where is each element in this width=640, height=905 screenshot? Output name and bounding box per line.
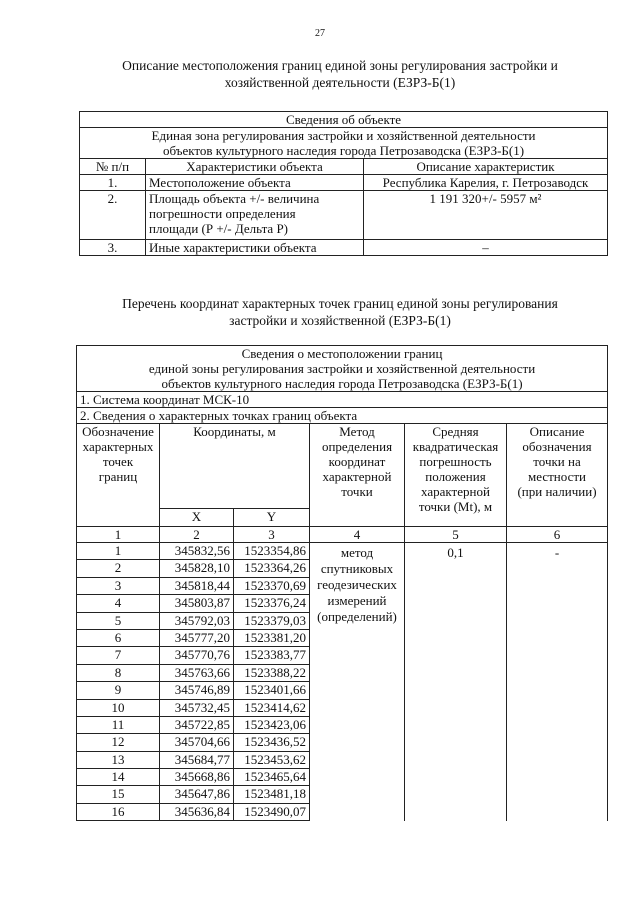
point-x: 345770,76 [160, 647, 234, 664]
point-number: 8 [77, 664, 160, 681]
point-x: 345704,66 [160, 734, 234, 751]
point-number: 3 [77, 577, 160, 594]
point-y: 1523381,20 [234, 629, 310, 646]
point-number: 13 [77, 751, 160, 768]
point-x: 345832,56 [160, 543, 234, 560]
row-characteristic: Местоположение объекта [146, 175, 364, 191]
table-row [80, 240, 608, 256]
column-number: 2 [160, 527, 234, 543]
point-number: 4 [77, 595, 160, 612]
point-y: 1523453,62 [234, 751, 310, 768]
column-header-x: X [160, 509, 234, 527]
point-rows [77, 543, 608, 821]
point-y: 1523370,69 [234, 577, 310, 594]
point-number: 6 [77, 629, 160, 646]
object-table-title: Сведения об объекте [80, 112, 608, 128]
coordinate-system: 1. Система координат МСК-10 [77, 392, 608, 408]
points-header-row [77, 408, 608, 424]
row-number: 1. [80, 175, 146, 191]
point-y: 1523436,52 [234, 734, 310, 751]
point-x: 345636,84 [160, 803, 234, 820]
point-y: 1523364,26 [234, 560, 310, 577]
point-x: 345763,66 [160, 664, 234, 681]
column-number: 3 [234, 527, 310, 543]
column-header-y: Y [234, 509, 310, 527]
coords-header-row [77, 424, 608, 509]
point-number: 16 [77, 803, 160, 820]
column-header-error: Средняя квадратическая погрешность положения характерной точки (Mt), м [405, 424, 507, 527]
column-header-designation: Обозначение характерных точек границ [77, 424, 160, 527]
point-y: 1523423,06 [234, 716, 310, 733]
coords-table-title: Сведения о местоположении границ единой зоны регулирования застройки и хозяйственной деятельности объектов культурного наследия города Петрозаводска (ЕЗРЗ-Б(1) [77, 346, 608, 392]
object-table-header-row [80, 159, 608, 175]
row-number: 3. [80, 240, 146, 256]
column-header-method: Метод определения координат характерной точки [310, 424, 405, 527]
point-x: 345803,87 [160, 595, 234, 612]
point-x: 345684,77 [160, 751, 234, 768]
row-description: Республика Карелия, г. Петрозаводск [364, 175, 608, 191]
point-x: 345792,03 [160, 612, 234, 629]
column-number: 4 [310, 527, 405, 543]
coordinates-table [76, 345, 608, 821]
zone-name: Единая зона регулирования застройки и хозяйственной деятельности объектов культурного наследия города Петрозаводска (ЕЗРЗ-Б(1) [80, 128, 608, 159]
point-y: 1523401,66 [234, 682, 310, 699]
column-header-coordinates: Координаты, м [160, 424, 310, 509]
method-line: измерений [327, 593, 387, 608]
error-value: 0,1 [405, 543, 507, 821]
point-x: 345818,44 [160, 577, 234, 594]
point-number: 15 [77, 786, 160, 803]
table-row [80, 191, 608, 240]
coordinate-system-row [77, 392, 608, 408]
point-number: 2 [77, 560, 160, 577]
coords-table-title-row [77, 346, 608, 392]
object-table-zone-row [80, 128, 608, 159]
point-y: 1523465,64 [234, 769, 310, 786]
section-heading-description: Описание местоположения границ единой зоны регулирования застройки и хозяйственной деятельности (ЕЗРЗ-Б(1) [122, 58, 558, 90]
point-x: 345828,10 [160, 560, 234, 577]
row-characteristic: Площадь объекта +/- величина погрешности определения площади (Р +/- Дельта Р) [146, 191, 364, 240]
page-number: 27 [315, 28, 325, 39]
method-line: метод [340, 545, 374, 560]
table-row [77, 543, 608, 560]
point-y: 1523376,24 [234, 595, 310, 612]
point-number: 11 [77, 716, 160, 733]
points-section-header: 2. Сведения о характерных точках границ объекта [77, 408, 608, 424]
point-number: 10 [77, 699, 160, 716]
point-x: 345732,45 [160, 699, 234, 716]
point-x: 345722,85 [160, 716, 234, 733]
column-header-description: Описание характеристик [364, 159, 608, 175]
point-number: 7 [77, 647, 160, 664]
method-line: (определений) [317, 609, 397, 624]
point-x: 345746,89 [160, 682, 234, 699]
point-y: 1523354,86 [234, 543, 310, 560]
point-y: 1523383,77 [234, 647, 310, 664]
row-number: 2. [80, 191, 146, 240]
point-y: 1523388,22 [234, 664, 310, 681]
row-description: – [364, 240, 608, 256]
point-number: 5 [77, 612, 160, 629]
column-number: 5 [405, 527, 507, 543]
point-x: 345668,86 [160, 769, 234, 786]
point-y: 1523379,03 [234, 612, 310, 629]
object-info-table [79, 111, 608, 256]
section-heading-coordinates: Перечень координат характерных точек границ единой зоны регулирования застройки и хозяйственной (ЕЗРЗ-Б(1) [122, 296, 558, 328]
point-y: 1523490,07 [234, 803, 310, 820]
method-line: спутниковых [320, 561, 394, 576]
column-numbers-row [77, 527, 608, 543]
description-value: - [507, 543, 608, 821]
point-y: 1523481,18 [234, 786, 310, 803]
point-x: 345777,20 [160, 629, 234, 646]
point-x: 345647,86 [160, 786, 234, 803]
column-header-point-description: Описание обозначения точки на местности (при наличии) [507, 424, 608, 527]
column-number: 1 [77, 527, 160, 543]
row-characteristic: Иные характеристики объекта [146, 240, 364, 256]
point-number: 14 [77, 769, 160, 786]
point-number: 12 [77, 734, 160, 751]
method-line: геодезических [317, 577, 397, 592]
point-number: 9 [77, 682, 160, 699]
column-header-number: № п/п [80, 159, 146, 175]
table-row [80, 175, 608, 191]
object-table-title-row [80, 112, 608, 128]
method-value [310, 543, 405, 821]
row-description: 1 191 320+/- 5957 м² [364, 191, 608, 240]
column-header-characteristic: Характеристики объекта [146, 159, 364, 175]
point-number: 1 [77, 543, 160, 560]
point-y: 1523414,62 [234, 699, 310, 716]
column-number: 6 [507, 527, 608, 543]
